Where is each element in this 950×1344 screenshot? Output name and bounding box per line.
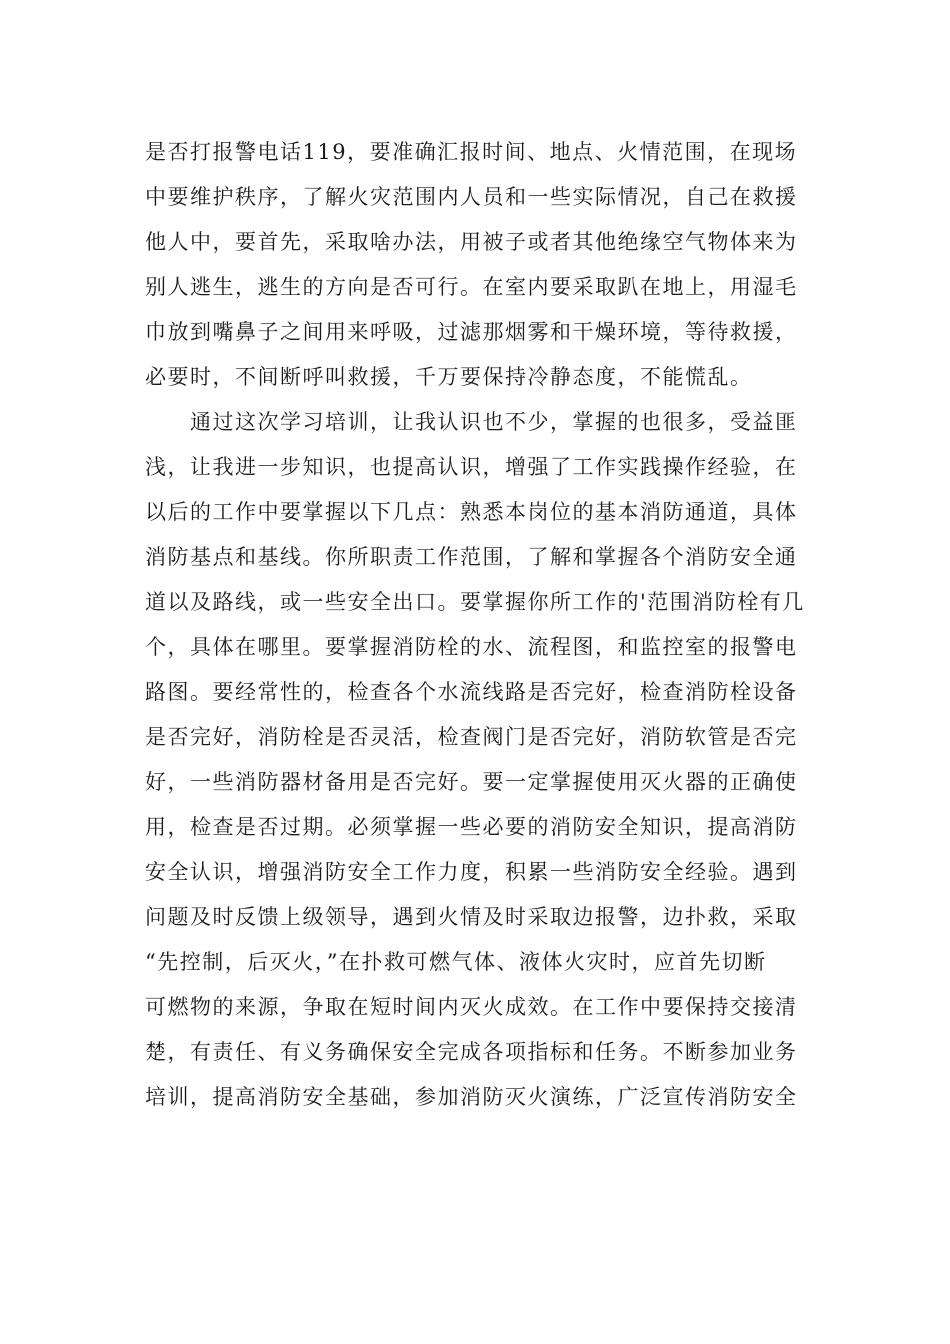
text-line: 以后的工作中要掌握以下几点：熟悉本岗位的基本消防通道，具体	[145, 500, 798, 524]
text-line: 必要时，不间断呼叫救援，千万要保持冷静态度，不能慌乱。	[145, 365, 753, 389]
text-line: 楚，有责任、有义务确保安全完成各项指标和任务。不断参加业务	[145, 1040, 798, 1064]
body-text	[145, 130, 825, 1120]
text-line: 个，具体在哪里。要掌握消防栓的水、流程图，和监控室的报警电	[145, 635, 798, 659]
text-line: 别人逃生，逃生的方向是否可行。在室内要采取趴在地上，用湿毛	[145, 275, 798, 299]
text-line: 浅，让我进一步知识，也提高认识，增强了工作实践操作经验，在	[145, 455, 798, 479]
text-line: 可燃物的来源，争取在短时间内灭火成效。在工作中要保持交接清	[145, 995, 798, 1019]
text-line: 好，一些消防器材备用是否完好。要一定掌握使用灭火器的正确使	[145, 770, 798, 794]
text-line: 路图。要经常性的，检查各个水流线路是否完好，检查消防栓设备	[145, 680, 798, 704]
text-line: 安全认识，增强消防安全工作力度，积累一些消防安全经验。遇到	[145, 860, 798, 884]
text-line: 问题及时反馈上级领导，遇到火情及时采取边报警，边扑救，采取	[145, 905, 798, 929]
text-line: 中要维护秩序，了解火灾范围内人员和一些实际情况，自己在救援	[145, 185, 798, 209]
text-line: 是否完好，消防栓是否灵活，检查阀门是否完好，消防软管是否完	[145, 725, 798, 749]
text-line: 巾放到嘴鼻子之间用来呼吸，过滤那烟雾和干燥环境，等待救援，	[145, 320, 798, 344]
text-line: 是否打报警电话119，要准确汇报时间、地点、火情范围，在现场	[145, 140, 798, 164]
text-line: 道以及路线，或一些安全出口。要掌握你所工作的'范围消防栓有几	[145, 590, 805, 614]
text-line: 用，检查是否过期。必须掌握一些必要的消防安全知识，提高消防	[145, 815, 798, 839]
text-line: 培训，提高消防安全基础，参加消防灭火演练，广泛宣传消防安全	[145, 1085, 798, 1109]
text-line: 他人中，要首先，采取啥办法，用被子或者其他绝缘空气物体来为	[145, 230, 798, 254]
text-line: 消防基点和基线。你所职责工作范围，了解和掌握各个消防安全通	[145, 545, 798, 569]
text-line: 通过这次学习培训，让我认识也不少，掌握的也很多，受益匪	[145, 410, 798, 434]
text-line: “先控制，后灭火，”在扑救可燃气体、液体火灾时，应首先切断	[145, 950, 767, 974]
